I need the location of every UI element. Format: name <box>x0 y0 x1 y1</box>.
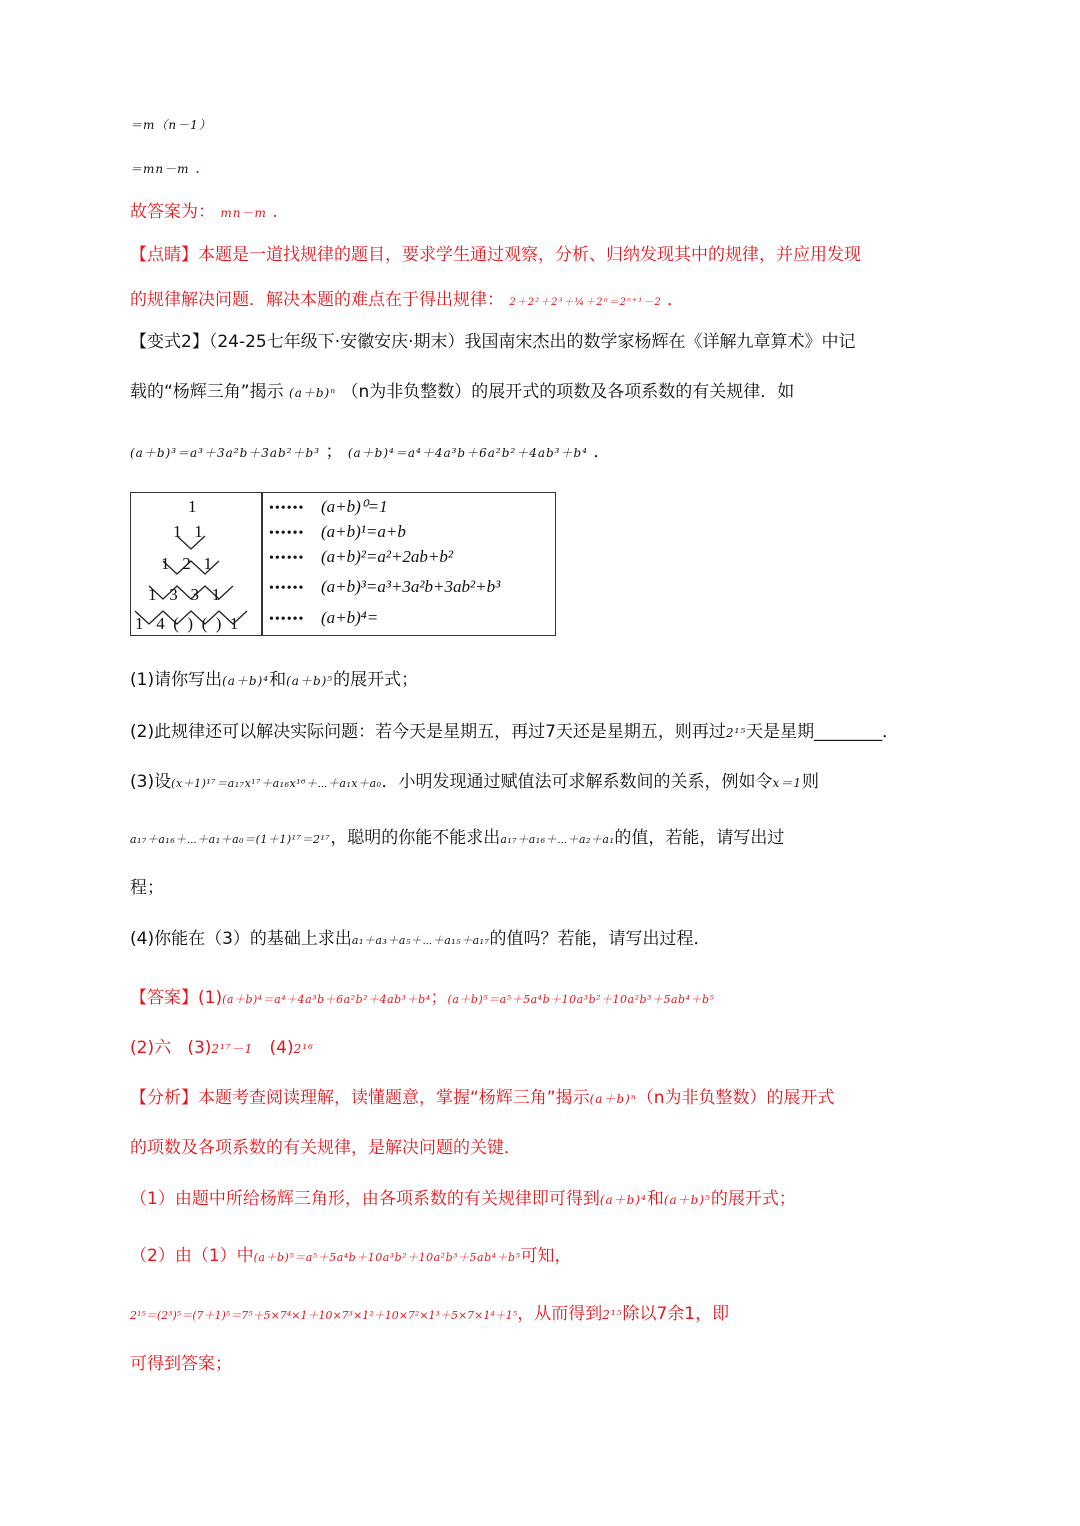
expansion-row-1: •••••• (a+b)¹=a+b <box>269 522 406 541</box>
question-3-line-3: 程； <box>130 878 164 898</box>
line-1: ＝m（n－1） <box>130 118 212 132</box>
answer-2: (2)六 (3)2¹⁷－1 (4)2¹⁶ <box>130 1038 314 1058</box>
variant-line-3: (a＋b)³＝a³＋3a²b＋3ab²＋b³ ； (a＋b)⁴＝a⁴＋4a³b＋6a²b²＋4ab³＋b⁴ ． <box>130 442 611 462</box>
answer-1: 【答案】(1)(a＋b)⁴＝a⁴＋4a³b＋6a²b²＋4ab³＋b⁴；(a＋b)⁵＝a⁵＋5a⁴b＋10a³b²＋10a²b³＋5ab⁴＋b⁵ <box>130 988 715 1008</box>
analysis-line-3: （1）由题中所给杨辉三角形，由各项系数的有关规律即可得到(a＋b)⁴和(a＋b)⁵的展开式； <box>130 1189 796 1209</box>
analysis-line-4: （2）由（1）中(a＋b)⁵＝a⁵＋5a⁴b＋10a³b²＋10a²b³＋5ab⁴＋b⁵可知， <box>130 1246 572 1266</box>
expansion-row-4: •••••• (a+b)⁴= <box>269 608 379 627</box>
analysis-line-5: 2¹⁵＝(2³)⁵＝(7＋1)⁵＝7⁵＋5×7⁴×1＋10×7³×1²＋10×7²×1³＋5×7×1⁴＋1⁵，从而得到2¹⁵除以7余1，即 <box>130 1304 730 1324</box>
variant-title-line: 【变式2】（24-25七年级下·安徽安庆·期末）我国南宋杰出的数学家杨辉在《详解九章算术》中记 <box>130 332 856 352</box>
yanghui-triangle-figure <box>130 492 556 636</box>
figure-divider <box>261 493 263 635</box>
question-2: (2)此规律还可以解决实际问题：若今天是星期五，再过7天还是星期五，则再过2¹⁵天是星期________． <box>130 722 900 742</box>
triangle-row-0: 1 <box>188 497 197 516</box>
question-1: (1)请你写出(a＋b)⁴和(a＋b)⁵的展开式； <box>130 670 419 690</box>
variant-line-2: 载的“杨辉三角”揭示 (a＋b)ⁿ （n为非负整数）的展开式的项数及各项系数的有关规律．如 <box>130 382 795 402</box>
line-2: ＝mn－m . <box>130 158 201 178</box>
answer-line: 故答案为： mn－m . <box>130 202 278 222</box>
expansion-row-0: •••••• (a+b)⁰=1 <box>269 497 388 516</box>
dianjing-line-1: 【点睛】本题是一道找规律的题目，要求学生通过观察，分析、归纳发现其中的规律，并应用发现 <box>130 245 861 265</box>
question-3-line-1: (3)设(x＋1)¹⁷＝a₁₇x¹⁷＋a₁₆x¹⁶＋⋯＋a₁x＋a₀．小明发现通过赋值法可求解系数间的关系，例如令x＝1则 <box>130 772 819 792</box>
expansion-row-2: •••••• (a+b)²=a²+2ab+b² <box>269 547 453 566</box>
expansion-row-3: •••••• (a+b)³=a³+3a²b+3ab²+b³ <box>269 577 501 596</box>
analysis-line-6: 可得到答案； <box>130 1354 232 1374</box>
dianjing-line-2: 的规律解决问题．解决本题的难点在于得出规律： 2＋2²＋2³＋¼＋2ⁿ＝2ⁿ⁺¹－2 ． <box>130 290 685 310</box>
question-3-line-2: a₁₇＋a₁₆＋⋯＋a₁＋a₀＝(1＋1)¹⁷＝2¹⁷，聪明的你能不能求出a₁₇＋a₁₆＋⋯＋a₂＋a₁的值，若能，请写出过 <box>130 828 785 848</box>
triangle-row-1: 1 1 <box>173 522 203 541</box>
triangle-row-2: 1 2 1 <box>161 554 212 573</box>
triangle-row-3: 1 3 3 1 <box>148 585 221 604</box>
question-4: (4)你能在（3）的基础上求出a₁＋a₃＋a₅＋⋯＋a₁₅＋a₁₇的值吗？若能，请写出过程． <box>130 929 711 949</box>
triangle-row-4: 1 4 ( ) ( ) 1 <box>135 614 239 633</box>
analysis-line-2: 的项数及各项系数的有关规律，是解决问题的关键． <box>130 1138 521 1158</box>
analysis-line-1: 【分析】本题考查阅读理解，读懂题意，掌握“杨辉三角”揭示(a＋b)ⁿ（n为非负整数）的展开式 <box>130 1088 835 1108</box>
